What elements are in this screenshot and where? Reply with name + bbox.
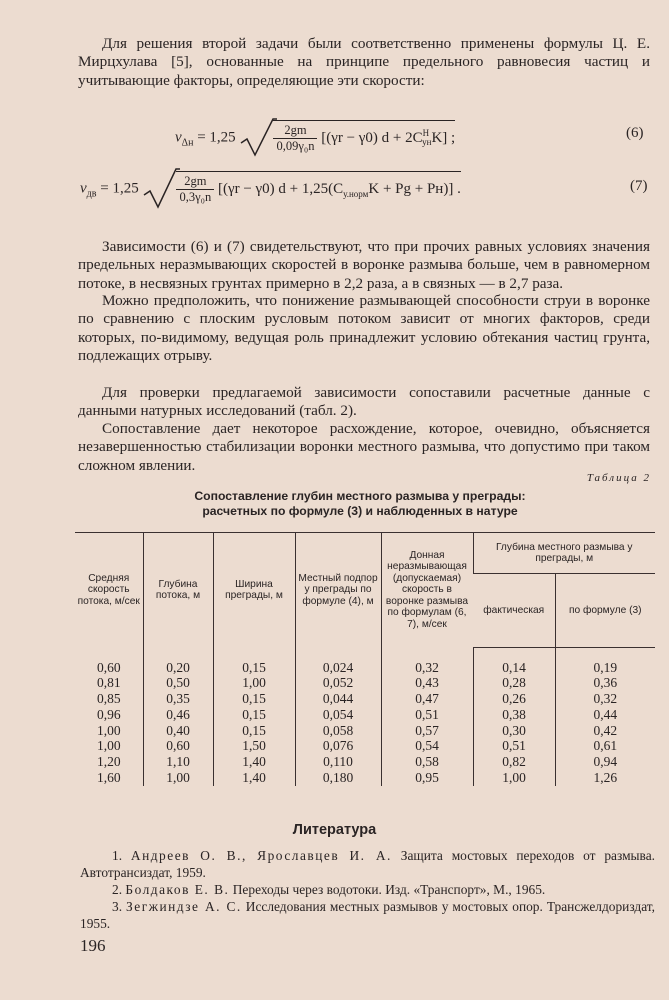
table-cell: 0,40 — [143, 723, 213, 739]
header-obstacle-width: Ширина преграды, м — [213, 533, 295, 648]
table-cell: 1,60 — [96, 770, 121, 786]
table-cell: 0,36 — [555, 675, 655, 691]
formula-7-lhs-sub: дв — [86, 188, 97, 200]
table-cell: 1,00 — [473, 770, 555, 786]
formula-7-body: [(γr − γ0) d + 1,25(C — [217, 180, 344, 197]
header-local-backwater: Местный подпор у преграды по формуле (4), м — [295, 533, 381, 648]
table-cell: 0,44 — [555, 707, 655, 723]
formula-7-number: (7) — [630, 178, 648, 194]
table-cell: 0,42 — [555, 723, 655, 739]
table-cell: 0,15 — [213, 723, 295, 739]
table-row — [75, 660, 655, 676]
sqrt-sign-icon — [239, 117, 277, 159]
table-cell: 0,94 — [555, 754, 655, 770]
table-cell: 0,82 — [473, 754, 555, 770]
paragraph-assumption: Можно предположить, что понижение размывающей способности струи в воронке по сравнению с плоским русловым потоком зависит от многих факторов, среди которых, по-видимому, ведущая роль принадлежит условию обтекания частиц грунта, подлежащих отрыву. — [78, 292, 650, 365]
formula-7-lhs: v — [80, 180, 87, 197]
formula-6-lhs-sub: Δн — [181, 137, 194, 149]
table-title: Сопоставление глубин местного размыва у преграды: расчетных по формуле (3) и наблюденных в натуре — [194, 489, 526, 518]
reference-2: 2. Болдаков Е. В. Переходы через водотоки. Изд. «Транспорт», М., 1965. — [112, 882, 546, 897]
table-cell: 0,58 — [381, 754, 473, 770]
table-cell: 1,50 — [213, 738, 295, 754]
header-actual: фактическая — [473, 574, 555, 648]
table-cell: 0,32 — [381, 660, 473, 676]
formula-7-fraction: $\frac{2gm}{\text{0,3γ₀n}}$ — [176, 174, 214, 205]
table-cell: 0,32 — [555, 691, 655, 707]
header-bottom-velocity: Донная неразмывающая (допускаемая) скорость в воронке размыва по формулам (6, 7), м/сек — [381, 533, 473, 648]
table-cell: 1,00 — [143, 770, 213, 786]
table-row — [75, 675, 655, 691]
table-cell: 0,43 — [381, 675, 473, 691]
table-cell: 0,15 — [213, 707, 295, 723]
table-cell: 0,85 — [96, 691, 121, 707]
table-cell: 1,00 — [96, 738, 121, 754]
table-row — [75, 723, 655, 739]
table-cell: 1,00 — [96, 722, 121, 738]
formula-6-body: [(γr − γ0) d + 2C — [321, 129, 423, 146]
table-cell: 0,35 — [143, 691, 213, 707]
table-cell: 0,076 — [295, 738, 381, 754]
formula-7-coef: = 1,25 — [100, 180, 139, 197]
comparison-table — [75, 532, 655, 786]
table-cell: 0,044 — [295, 691, 381, 707]
table-cell: 0,14 — [473, 660, 555, 676]
table-cell: 0,96 — [96, 706, 121, 722]
table-cell: 0,46 — [143, 707, 213, 723]
table-row — [75, 691, 655, 707]
table-cell: 0,47 — [381, 691, 473, 707]
table-cell: 0,51 — [381, 707, 473, 723]
paragraph-dependencies: Зависимости (6) и (7) свидетельствуют, что при прочих равных условиях значения предельных неразмывающих скоростей в воронке размыва больше, чем в равномерном потоке, в несвязных грунтах примерно в 2,2 раза, а в связных — в 2,7 раза. — [78, 238, 650, 292]
table-cell: 0,052 — [295, 675, 381, 691]
table-cell: 0,60 — [143, 738, 213, 754]
table-cell: 1,26 — [555, 770, 655, 786]
page-number: 196 — [80, 936, 106, 955]
header-flow-depth: Глубина потока, м — [143, 533, 213, 648]
formula-6-coef: = 1,25 — [197, 129, 236, 146]
table-cell: 1,20 — [96, 754, 121, 770]
header-velocity: Средняя скорость потока, м/сек — [75, 533, 143, 648]
table-cell: 0,60 — [96, 659, 121, 675]
paragraph-intro: Для решения второй задачи были соответственно применены формулы Ц. Е. Мирцхулава [5], основанные на принципе предельного равновесия частиц и учитывающие факторы, определяющие эти скорости: — [78, 35, 650, 89]
table-cell: 0,81 — [96, 675, 121, 691]
table-cell: 0,26 — [473, 691, 555, 707]
formula-6-fraction: $\frac{2gm}{\text{0,09γ₀n}}$ — [273, 123, 317, 154]
table-cell: 0,54 — [381, 738, 473, 754]
table-cell: 1,00 — [213, 675, 295, 691]
table-cell: 0,28 — [473, 675, 555, 691]
table-cell: 0,30 — [473, 723, 555, 739]
header-by-formula: по формуле (3) — [555, 574, 655, 648]
table-cell: 0,024 — [295, 660, 381, 676]
header-scour-depth: Глубина местного размыва у преграды, м — [473, 533, 655, 574]
formula-6-lhs: v — [175, 129, 182, 146]
table-cell: 0,38 — [473, 707, 555, 723]
table-cell: 1,10 — [143, 754, 213, 770]
table-cell: 0,15 — [213, 660, 295, 676]
table-cell: 0,058 — [295, 723, 381, 739]
table-cell: 0,57 — [381, 723, 473, 739]
table-cell: 1,40 — [213, 754, 295, 770]
sqrt-sign-icon — [142, 167, 180, 211]
table-row — [75, 770, 655, 786]
table-cell: 0,110 — [295, 754, 381, 770]
table-cell: 0,15 — [213, 691, 295, 707]
table-cell: 1,40 — [213, 770, 295, 786]
table-cell: 0,51 — [473, 738, 555, 754]
table-cell: 0,50 — [143, 675, 213, 691]
table-cell: 0,95 — [381, 770, 473, 786]
paragraph-verification: Для проверки предлагаемой зависимости сопоставили расчетные данные с данными натурных исследований (табл. 2). — [78, 384, 650, 420]
reference-3: 3. Зегжиндзе А. С. Исследования местных размывов у мостовых опор. Трансжелдориздат, 1955. — [80, 899, 655, 931]
formula-6-number: (6) — [626, 125, 644, 141]
paragraph-comparison: Сопоставление дает некоторое расхождение, которое, очевидно, объясняется незавершенностью стабилизации воронки местного размыва, что допустимо при таком сложном явлении. — [78, 420, 650, 474]
table-row — [75, 738, 655, 754]
formula-6: $v_{\Delta н} = 1,25$ $\frac{2gm}{\text{0,09γ₀n}}$ [(γr − γ0) $d + 2C^H_{ун}K$] ; — [175, 117, 455, 159]
table-label: Таблица 2 — [586, 472, 651, 484]
table-cell: 0,054 — [295, 707, 381, 723]
table-row — [75, 754, 655, 770]
table-cell: 0,61 — [555, 738, 655, 754]
table-row — [75, 707, 655, 723]
reference-1: 1. Андреев О. В., Ярославцев И. А. Защита мостовых переходов от размыва. Автотрансиздат, 1959. — [80, 848, 655, 880]
literature-title: Литература — [292, 822, 377, 838]
table-cell: 0,19 — [555, 660, 655, 676]
table-cell: 0,20 — [143, 660, 213, 676]
table-cell: 0,180 — [295, 770, 381, 786]
formula-7: $v_{дв} = 1,25$ $\frac{2gm}{\text{0,3γ₀n}}$ [(γr − γ0) $d + 1,25(C_{у.норм}K + Pg + Pн)$] . — [80, 167, 461, 211]
